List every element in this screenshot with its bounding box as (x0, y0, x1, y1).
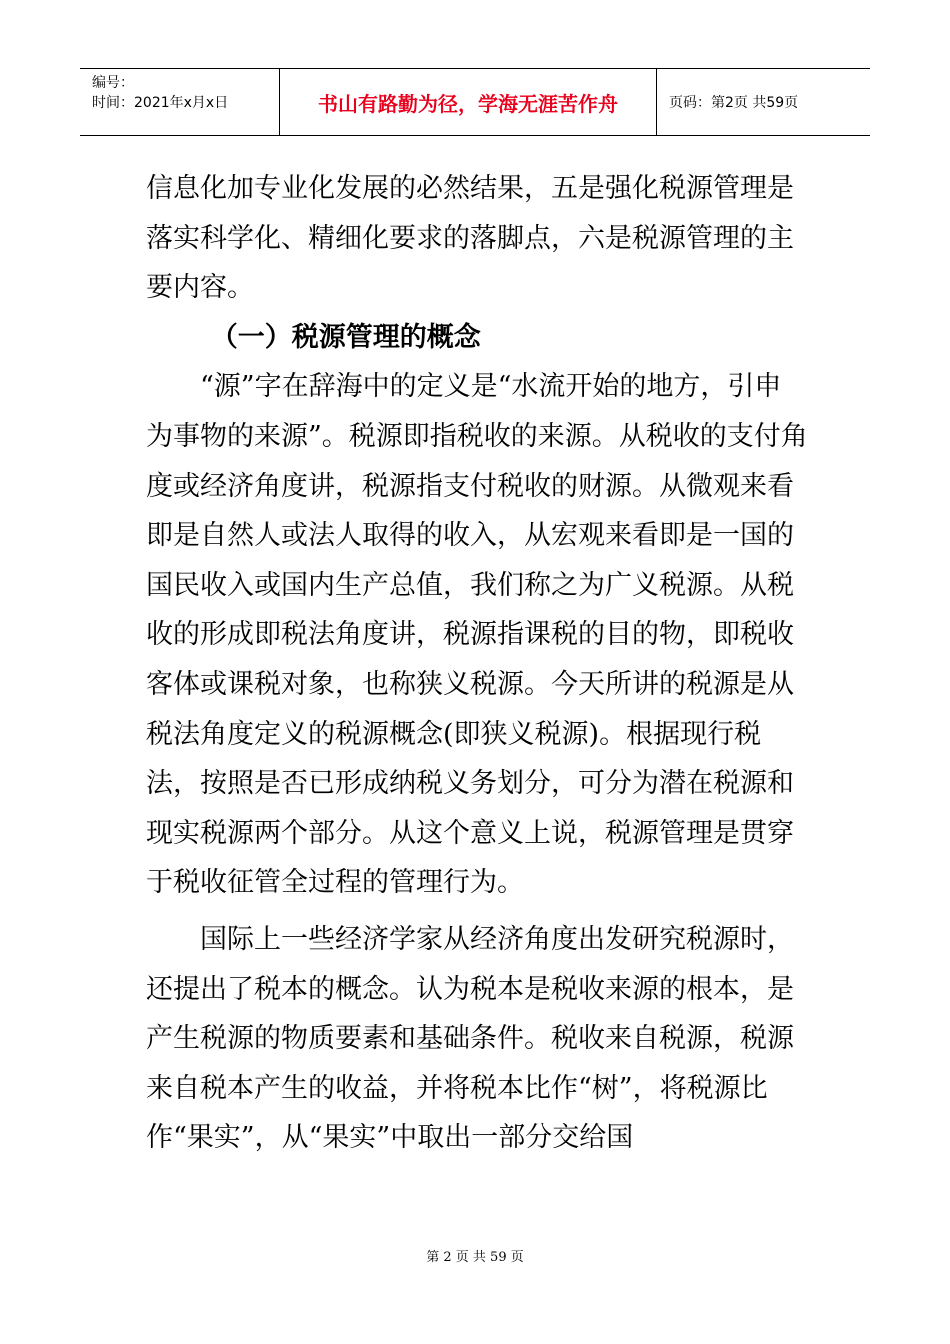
document-date: 时间：2021年x月x日 (92, 95, 229, 111)
header-meta (80, 69, 280, 135)
header-page-info: 页码：第2页 共59页 (669, 95, 799, 111)
document-body (146, 164, 808, 1163)
header-motto: 书山有路勤为径，学海无涯苦作舟 (280, 69, 657, 135)
tax-base-paragraph: 国际上一些经济学家从经济角度出发研究税源时，还提出了税本的概念。认为税本是税收来源的根本，是产生税源的物质要素和基础条件。税收来自税源，税源来自税本产生的收益，并将税本比作“树”，将税源比作“果实”，从“果实”中取出一部分交给国 (146, 923, 794, 1154)
concept-paragraph: “源”字在辞海中的定义是“水流开始的地方，引申为事物的来源”。税源即指税收的来源。从税收的支付角度或经济角度讲，税源指支付税收的财源。从微观来看即是自然人或法人取得的收入，从宏观来看即是一国的国民收入或国内生产总值，我们称之为广义税源。从税收的形成即税法角度讲，税源指课税的目的物，即税收客体或课税对象，也称狭义税源。今天所讲的税源是从税法角度定义的税源概念(即狭义税源)。根据现行税法，按照是否已形成纳税义务划分，可分为潜在税源和现实税源两个部分。从这个意义上说，税源管理是贯穿于税收征管全过程的管理行为。 (146, 371, 808, 899)
page-footer: 第 2 页 共 59 页 (426, 1250, 524, 1265)
document-number-label: 编号： (92, 75, 134, 91)
section-heading: （一）税源管理的概念 (210, 321, 481, 353)
page-header (80, 68, 870, 136)
intro-paragraph: 信息化加专业化发展的必然结果，五是强化税源管理是落实科学化、精细化要求的落脚点，六是税源管理的主要内容。 (146, 173, 794, 304)
